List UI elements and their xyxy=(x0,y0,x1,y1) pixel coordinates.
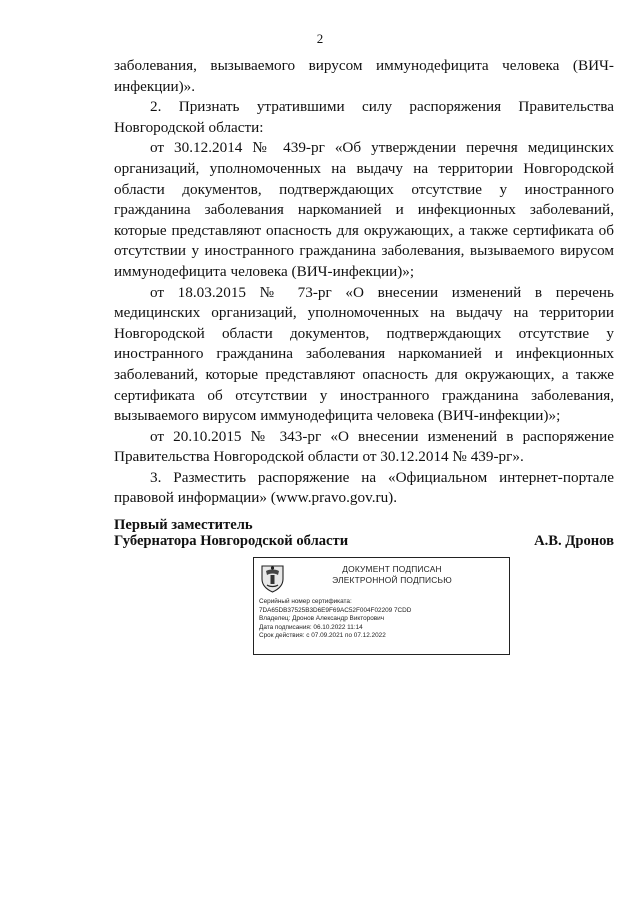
signatory-name: А.В. Дронов xyxy=(534,533,614,549)
paragraph-order-73: от 18.03.2015 № 73-рг «О внесении изменений в перечень медицинских организаций, уполномоченных на выдачу на территории Новгородской области документов, подтверждающих отсутствие у иностранного гражданина заболевания наркоманией и инфекционных заболеваний, которые представляют опасность для окружающих, а также сертификата об отсутствии у иностранного гражданина заболевания, вызываемого вирусом иммунодефицита человека (ВИЧ-инфекции)»; xyxy=(114,283,614,425)
signatory-position-line2: Губернатора Новгородской области xyxy=(114,533,349,549)
coat-of-arms-icon xyxy=(259,563,286,594)
document-body xyxy=(114,56,614,509)
paragraph-continuation: заболевания, вызываемого вирусом иммунодефицита человека (ВИЧ-инфекции)». xyxy=(114,57,614,95)
paragraph-order-439: от 30.12.2014 № 439-рг «Об утверждении перечня медицинских организаций, уполномоченных на выдачу на территории Новгородской области документов, подтверждающих отсутствие у иностранного гражданина заболевания наркоманией и инфекционных заболеваний, которые представляют опасность для окружающих, а также сертификата об отсутствии у иностранного гражданина заболевания, вызываемого вирусом иммунодефицита человека (ВИЧ-инфекции)»; xyxy=(114,139,614,280)
paragraph-item-2: 2. Признать утратившими силу распоряжения Правительства Новгородской области: xyxy=(114,98,614,136)
stamp-title-line2: ЭЛЕКТРОННОЙ ПОДПИСЬЮ xyxy=(332,575,452,585)
stamp-title-line1: ДОКУМЕНТ ПОДПИСАН xyxy=(342,564,442,574)
signatory-position-line1: Первый заместитель xyxy=(114,517,253,533)
stamp-serial-value: 7DA65DB37525B3D6E9F69AC52F004F02209 7CDD xyxy=(259,606,412,614)
stamp-details xyxy=(259,598,507,641)
paragraph-order-343: от 20.10.2015 № 343-рг «О внесении изменений в распоряжение Правительства Новгородской области от 30.12.2014 № 439-рг». xyxy=(114,427,614,466)
paragraph-item-3: 3. Разместить распоряжение на «Официальном интернет-портале правовой информации» (www.pravo.gov.ru). xyxy=(114,468,614,507)
stamp-title xyxy=(292,564,492,586)
page-number: 2 xyxy=(316,31,324,46)
electronic-signature-stamp xyxy=(253,557,510,655)
signature-block xyxy=(114,517,614,549)
stamp-owner: Владелец: Дронов Александр Викторович xyxy=(259,615,385,623)
stamp-serial-label: Серийный номер сертификата: xyxy=(259,598,352,605)
stamp-signed-date: Дата подписания: 06.10.2022 11:14 xyxy=(259,623,363,631)
stamp-validity: Срок действия: с 07.09.2021 по 07.12.2022 xyxy=(259,632,386,640)
